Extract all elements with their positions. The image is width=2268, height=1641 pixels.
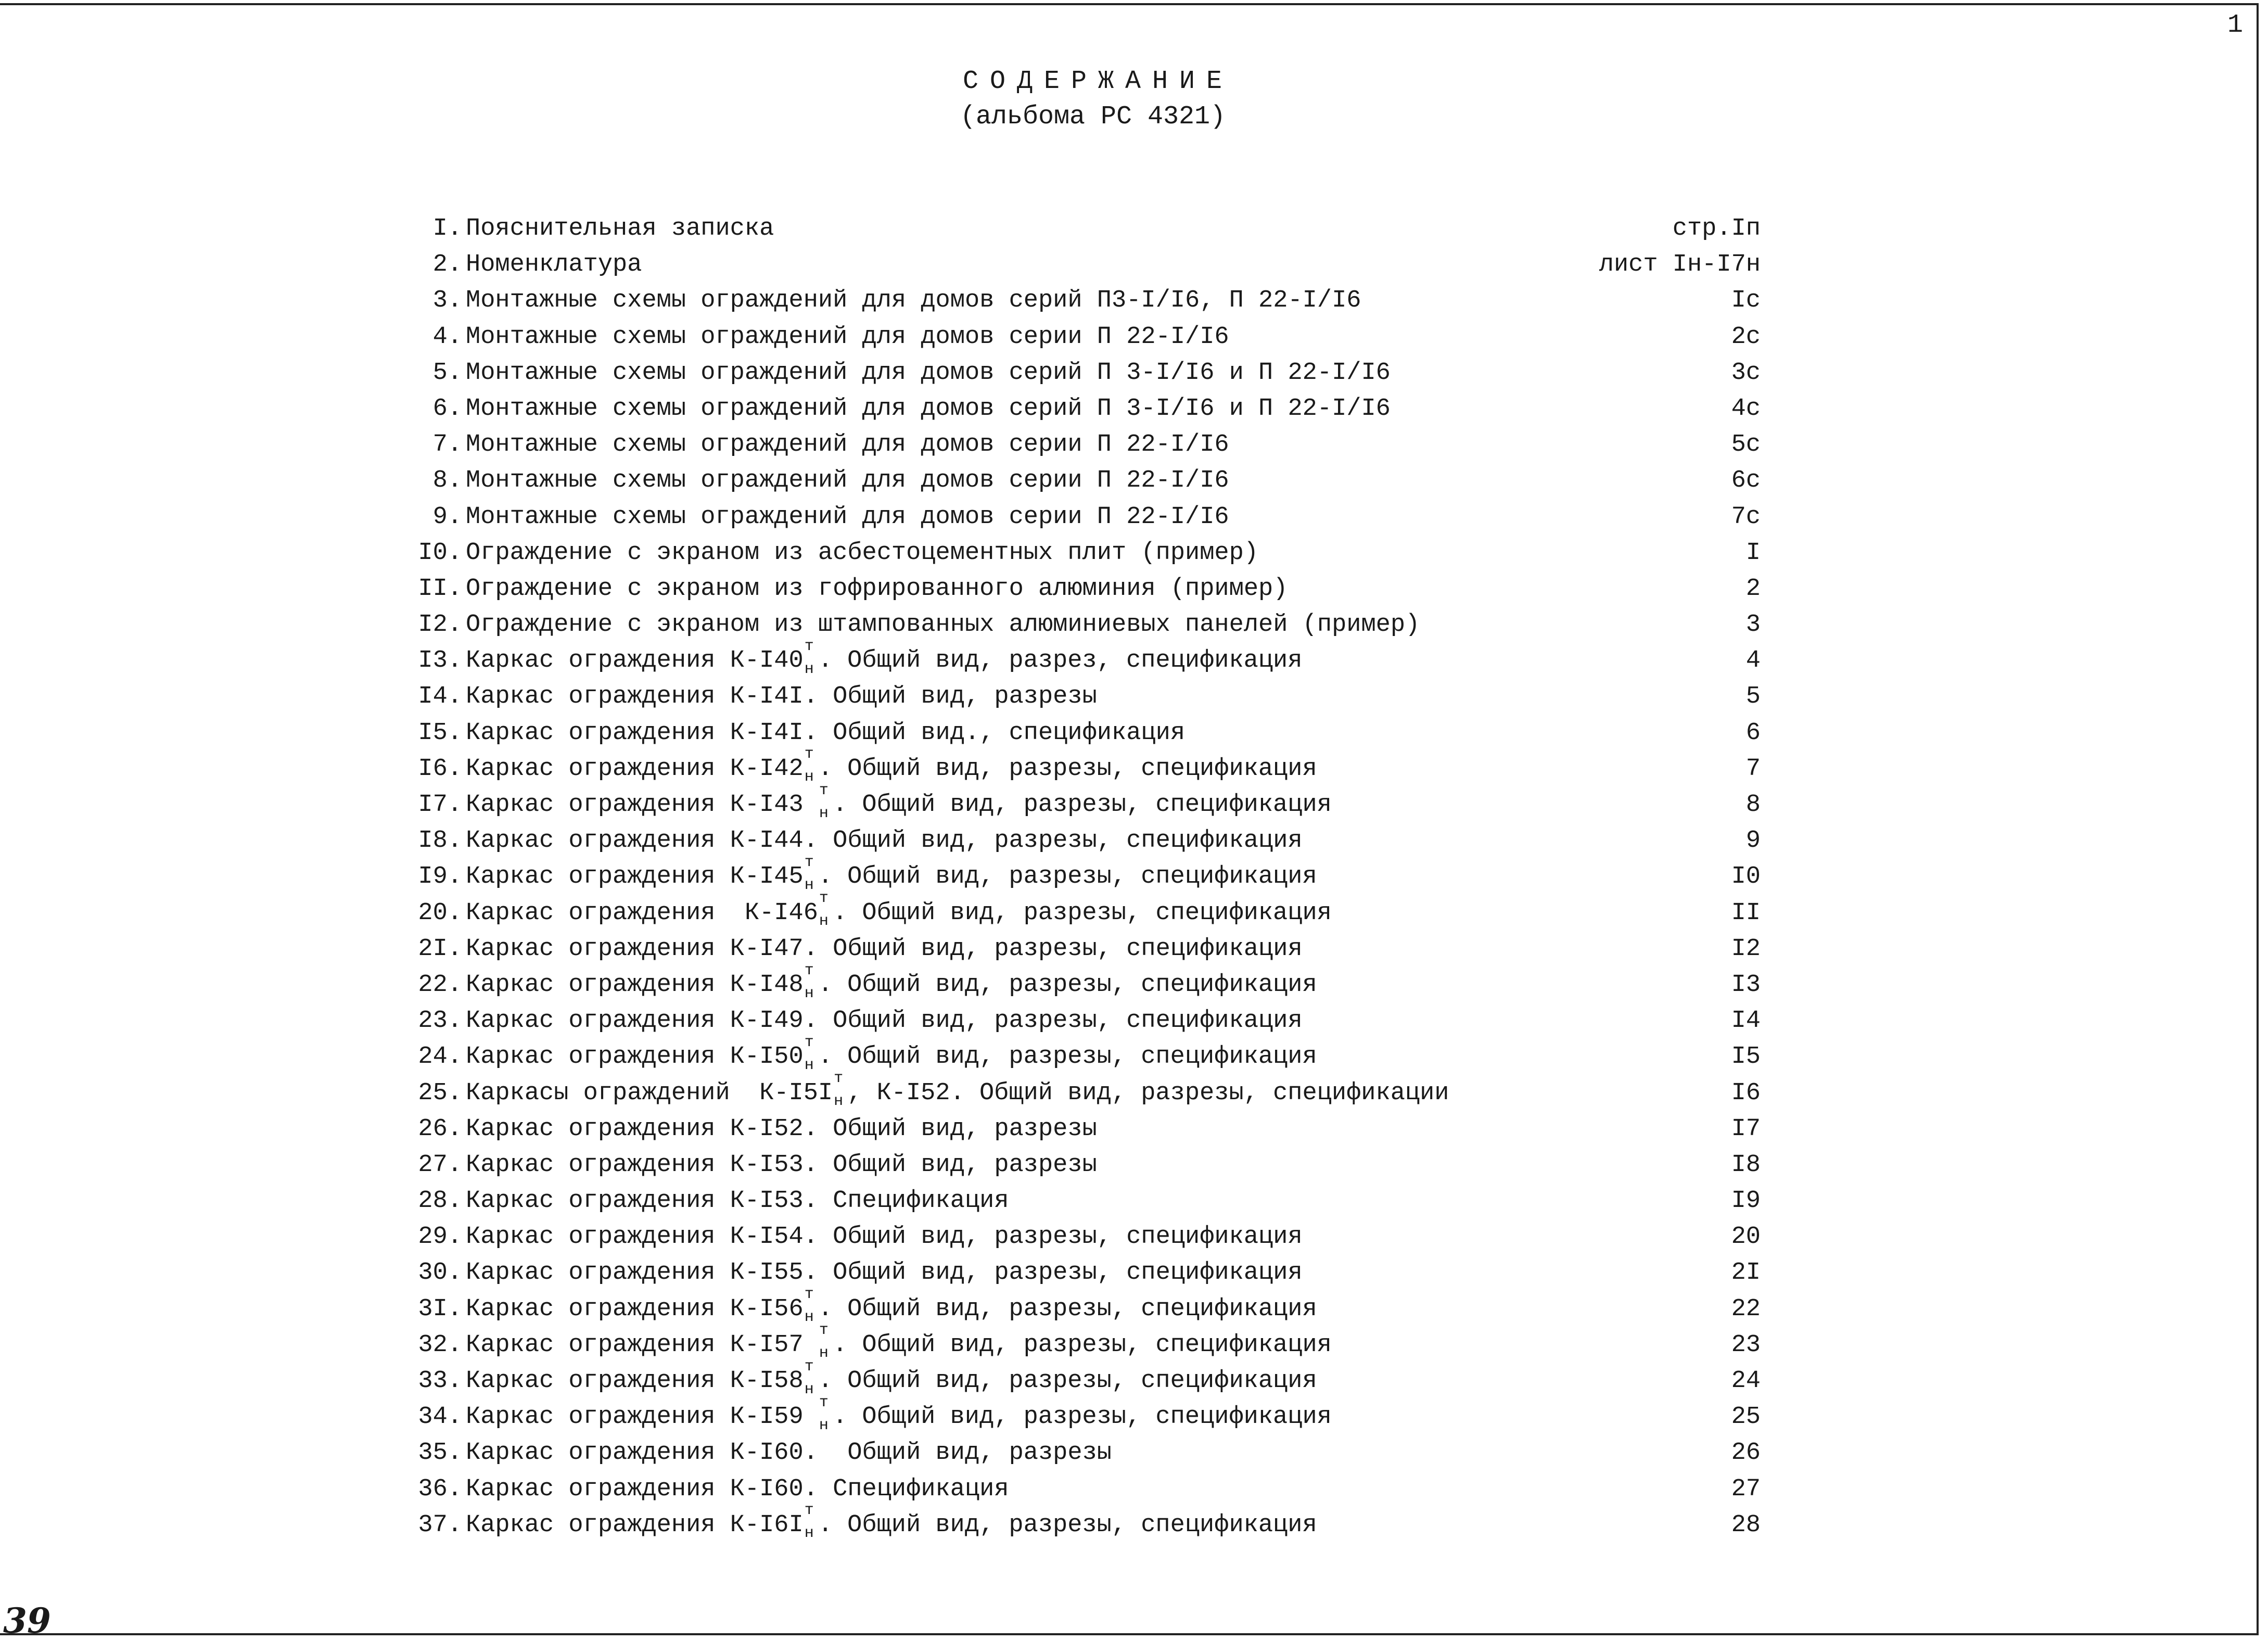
contents-item <box>0 715 2268 751</box>
item-page: Iс <box>1731 287 1761 315</box>
index-top: т <box>804 1357 814 1376</box>
contents-item <box>0 355 2268 391</box>
contents-item <box>0 1111 2268 1147</box>
index-top: т <box>804 745 814 764</box>
item-number: 25. <box>418 1079 462 1107</box>
contents-item <box>0 931 2268 967</box>
item-title <box>466 355 1391 391</box>
item-title <box>466 535 1258 571</box>
item-number: 37. <box>418 1511 462 1539</box>
item-title <box>466 823 1303 859</box>
item-index-marks <box>818 1393 833 1434</box>
item-title <box>466 889 1332 931</box>
contents-item <box>0 823 2268 859</box>
contents-item <box>0 961 2268 1003</box>
item-title <box>466 1033 1317 1075</box>
item-title <box>466 961 1317 1003</box>
item-title <box>466 745 1317 787</box>
item-title-text: Каркас ограждения К-I40 <box>466 647 804 675</box>
index-bottom: н <box>804 1056 814 1074</box>
item-number: 2. <box>432 251 462 279</box>
item-number: I2. <box>418 611 462 639</box>
item-number: 9. <box>432 503 462 531</box>
item-title <box>466 283 1361 319</box>
item-number: 36. <box>418 1475 462 1503</box>
item-number: I8. <box>418 827 462 855</box>
index-top: т <box>804 1033 814 1051</box>
item-page: 22 <box>1731 1295 1761 1323</box>
index-top: т <box>834 1070 844 1088</box>
document-subtitle: (альбома РС 4321) <box>960 102 1226 132</box>
contents-item <box>0 1003 2268 1039</box>
item-title-text: Монтажные схемы ограждений для домов серии П 22-I/I6 <box>466 431 1229 459</box>
index-top: т <box>804 961 814 979</box>
item-index-marks <box>804 745 818 786</box>
item-number: I6. <box>418 755 462 783</box>
index-bottom: н <box>819 1344 829 1363</box>
item-page: 27 <box>1731 1475 1761 1503</box>
item-title <box>466 1147 1097 1183</box>
item-page: 7с <box>1731 503 1761 531</box>
item-index-marks <box>804 1502 818 1543</box>
index-bottom: н <box>804 660 814 678</box>
item-page: 6 <box>1745 719 1761 747</box>
item-number: I. <box>432 215 462 243</box>
item-title <box>466 715 1185 751</box>
contents-item <box>0 1183 2268 1219</box>
item-title <box>466 1255 1303 1291</box>
contents-item <box>0 1393 2268 1435</box>
item-number: 6. <box>432 395 462 423</box>
contents-item <box>0 283 2268 319</box>
item-page: 5 <box>1745 683 1761 711</box>
item-title-text: Монтажные схемы ограждений для домов серии П 22-I/I6 <box>466 503 1229 531</box>
item-title-text: Каркас ограждения К-I56 <box>466 1295 804 1323</box>
item-title <box>466 247 642 283</box>
index-top: т <box>819 889 829 908</box>
item-title <box>466 1435 1112 1471</box>
item-title-text: Каркас ограждения К-I57 <box>466 1331 818 1359</box>
item-number: 29. <box>418 1223 462 1251</box>
item-page: I8 <box>1731 1151 1761 1179</box>
item-number: 2I. <box>418 935 462 963</box>
index-top: т <box>819 1321 829 1340</box>
item-title-rest: . Общий вид, разрезы, спецификация <box>818 971 1317 999</box>
index-top: т <box>804 1286 814 1304</box>
index-bottom: н <box>819 912 829 931</box>
item-title-rest: , К-I52. Общий вид, разрезы, спецификации <box>847 1079 1449 1107</box>
item-page: 2 <box>1745 575 1761 603</box>
contents-item <box>0 1147 2268 1183</box>
item-title-text: Каркас ограждения К-I55. Общий вид, разрезы, спецификация <box>466 1259 1303 1287</box>
contents-item <box>0 535 2268 571</box>
item-title <box>466 853 1317 895</box>
item-number: 32. <box>418 1331 462 1359</box>
item-index-marks <box>804 1033 818 1074</box>
item-title <box>466 1183 1009 1219</box>
item-title-text: Каркас ограждения К-I6I <box>466 1511 804 1539</box>
item-title-rest: . Общий вид, разрезы, спецификация <box>818 1511 1317 1539</box>
frame-top-line <box>0 3 2259 5</box>
item-page: 28 <box>1731 1511 1761 1539</box>
contents-item <box>0 853 2268 895</box>
item-title-text: Каркас ограждения К-I4I. Общий вид., спецификация <box>466 719 1186 747</box>
frame-bottom-line <box>0 1633 2259 1635</box>
item-title-text: Монтажные схемы ограждений для домов серий П3-I/I6, П 22-I/I6 <box>466 287 1361 315</box>
document-title: СОДЕРЖАНИЕ <box>962 67 1234 96</box>
item-title-rest: . Общий вид, разрезы, спецификация <box>818 1367 1317 1395</box>
item-title-text: Каркас ограждения К-I45 <box>466 863 804 891</box>
item-page: I5 <box>1731 1043 1761 1071</box>
item-title-text: Каркас ограждения К-I59 <box>466 1403 818 1431</box>
item-page: I4 <box>1731 1007 1761 1035</box>
contents-item <box>0 781 2268 823</box>
item-number: 7. <box>432 431 462 459</box>
item-title <box>466 1003 1303 1039</box>
item-title-rest: . Общий вид, разрезы, спецификация <box>832 791 1332 819</box>
item-index-marks <box>818 1321 833 1363</box>
item-number: 27. <box>418 1151 462 1179</box>
item-number: II. <box>418 575 462 603</box>
item-title <box>466 1070 1449 1111</box>
item-page: стр.Iп <box>1672 215 1761 243</box>
item-index-marks <box>833 1070 847 1111</box>
item-page: I3 <box>1731 971 1761 999</box>
item-title-text: Монтажные схемы ограждений для домов серии П 22-I/I6 <box>466 467 1229 495</box>
contents-item <box>0 1255 2268 1291</box>
item-page: II <box>1731 899 1761 927</box>
item-page: 4с <box>1731 395 1761 423</box>
item-title-text: Каркас ограждения К-I48 <box>466 971 804 999</box>
item-page: 3 <box>1745 611 1761 639</box>
item-title-text: Монтажные схемы ограждений для домов серий П 3-I/I6 и П 22-I/I6 <box>466 359 1391 387</box>
index-top: т <box>819 1393 829 1411</box>
contents-item <box>0 391 2268 427</box>
item-page: 3с <box>1731 359 1761 387</box>
contents-item <box>0 637 2268 679</box>
item-title-text: Пояснительная записка <box>466 215 774 243</box>
item-page: 25 <box>1731 1403 1761 1431</box>
contents-item <box>0 247 2268 283</box>
item-title-text: Каркас ограждения К-I46 <box>466 899 818 927</box>
item-index-marks <box>804 853 818 894</box>
item-page: I0 <box>1731 863 1761 891</box>
item-title-rest: . Общий вид, разрезы, спецификация <box>818 1043 1317 1071</box>
item-number: 8. <box>432 467 462 495</box>
item-page: 26 <box>1731 1439 1761 1467</box>
contents-item <box>0 679 2268 715</box>
item-title-text: Каркас ограждения К-I4I. Общий вид, разрезы <box>466 683 1097 711</box>
item-title <box>466 1393 1332 1435</box>
item-title-text: Монтажные схемы ограждений для домов серий П 3-I/I6 и П 22-I/I6 <box>466 395 1391 423</box>
item-number: I7. <box>418 791 462 819</box>
contents-item <box>0 1321 2268 1363</box>
item-page: 8 <box>1745 791 1761 819</box>
item-index-marks <box>804 1357 818 1398</box>
item-title <box>466 1471 1009 1507</box>
item-index-marks <box>804 961 818 1002</box>
contents-item <box>0 211 2268 247</box>
contents-item <box>0 571 2268 607</box>
item-number: 4. <box>432 323 462 351</box>
item-title-rest: . Общий вид, разрезы, спецификация <box>818 1295 1317 1323</box>
contents-item <box>0 1033 2268 1075</box>
corner-mark: 39 <box>3 1600 51 1641</box>
item-number: I9. <box>418 863 462 891</box>
item-title-rest: . Общий вид, разрез, спецификация <box>818 647 1303 675</box>
item-title-text: Ограждение с экраном из штампованных алюминиевых панелей (пример) <box>466 611 1420 639</box>
index-bottom: н <box>804 1308 814 1327</box>
item-index-marks <box>804 1286 818 1327</box>
item-page: лист Iн-I7н <box>1599 251 1761 279</box>
item-number: 3I. <box>418 1295 462 1323</box>
item-page: 20 <box>1731 1223 1761 1251</box>
contents-item <box>0 499 2268 535</box>
contents-item <box>0 463 2268 499</box>
index-top: т <box>804 1502 814 1520</box>
item-title-text: Каркас ограждения К-I60. Спецификация <box>466 1475 1009 1503</box>
item-title <box>466 391 1391 427</box>
index-bottom: н <box>819 804 829 822</box>
item-title-text: Каркас ограждения К-I49. Общий вид, разрезы, спецификация <box>466 1007 1303 1035</box>
item-number: 20. <box>418 899 462 927</box>
item-title <box>466 607 1420 643</box>
item-page: 5с <box>1731 431 1761 459</box>
item-number: 23. <box>418 1007 462 1035</box>
index-bottom: н <box>804 876 814 894</box>
contents-item <box>0 1435 2268 1471</box>
item-title-rest: . Общий вид, разрезы, спецификация <box>832 1403 1332 1431</box>
contents-item <box>0 1070 2268 1111</box>
item-page: I9 <box>1731 1187 1761 1215</box>
item-page: I2 <box>1731 935 1761 963</box>
contents-item <box>0 319 2268 355</box>
index-top: т <box>804 853 814 871</box>
item-page: 2I <box>1731 1259 1761 1287</box>
item-number: 34. <box>418 1403 462 1431</box>
item-title-text: Каркас ограждения К-I43 <box>466 791 818 819</box>
item-title-rest: . Общий вид, разрезы, спецификация <box>832 1331 1332 1359</box>
item-number: I0. <box>418 539 462 567</box>
contents-item <box>0 1502 2268 1543</box>
item-title-text: Каркасы ограждений К-I5I <box>466 1079 833 1107</box>
item-page: 6с <box>1731 467 1761 495</box>
item-page: 23 <box>1731 1331 1761 1359</box>
item-index-marks <box>818 889 833 931</box>
item-index-marks <box>818 781 833 822</box>
item-title-text: Каркас ограждения К-I54. Общий вид, разрезы, спецификация <box>466 1223 1303 1251</box>
item-number: 30. <box>418 1259 462 1287</box>
item-title-text: Каркас ограждения К-I53. Спецификация <box>466 1187 1009 1215</box>
item-number: 35. <box>418 1439 462 1467</box>
index-top: т <box>804 637 814 655</box>
index-bottom: н <box>834 1092 844 1111</box>
item-title-text: Каркас ограждения К-I42 <box>466 755 804 783</box>
item-title <box>466 571 1288 607</box>
item-title <box>466 1286 1317 1327</box>
item-page: 24 <box>1731 1367 1761 1395</box>
item-title-rest: . Общий вид, разрезы, спецификация <box>818 755 1317 783</box>
item-number: 3. <box>432 287 462 315</box>
item-title <box>466 1111 1097 1147</box>
item-title <box>466 211 774 247</box>
item-title-text: Номенклатура <box>466 251 642 279</box>
index-top: т <box>819 781 829 799</box>
contents-item <box>0 745 2268 787</box>
item-number: 22. <box>418 971 462 999</box>
item-title <box>466 931 1303 967</box>
index-bottom: н <box>804 768 814 786</box>
item-title <box>466 1502 1317 1543</box>
item-title-text: Каркас ограждения К-I58 <box>466 1367 804 1395</box>
item-number: 24. <box>418 1043 462 1071</box>
item-title-text: Каркас ограждения К-I44. Общий вид, разрезы, спецификация <box>466 827 1303 855</box>
item-page: I7 <box>1731 1115 1761 1143</box>
index-bottom: н <box>819 1416 829 1434</box>
item-title <box>466 1219 1303 1255</box>
item-page: 7 <box>1745 755 1761 783</box>
item-page: 2с <box>1731 323 1761 351</box>
item-title-rest: . Общий вид, разрезы, спецификация <box>818 863 1317 891</box>
item-title-text: Каркас ограждения К-I47. Общий вид, разрезы, спецификация <box>466 935 1303 963</box>
item-title-rest: . Общий вид, разрезы, спецификация <box>832 899 1332 927</box>
item-number: 26. <box>418 1115 462 1143</box>
item-page: 4 <box>1745 647 1761 675</box>
sheet-number: 1 <box>2227 10 2244 40</box>
item-title <box>466 499 1229 535</box>
contents-item <box>0 427 2268 463</box>
item-title <box>466 637 1303 679</box>
item-title-text: Каркас ограждения К-I50 <box>466 1043 804 1071</box>
contents-item <box>0 889 2268 931</box>
item-title-text: Каркас ограждения К-I60. Общий вид, разрезы <box>466 1439 1112 1467</box>
item-number: 5. <box>432 359 462 387</box>
contents-item <box>0 1357 2268 1399</box>
contents-item <box>0 607 2268 643</box>
index-bottom: н <box>804 1380 814 1398</box>
index-bottom: н <box>804 1524 814 1543</box>
item-title <box>466 781 1332 823</box>
item-title <box>466 679 1097 715</box>
index-bottom: н <box>804 984 814 1002</box>
item-title <box>466 463 1229 499</box>
item-number: I4. <box>418 683 462 711</box>
item-title-text: Монтажные схемы ограждений для домов серии П 22-I/I6 <box>466 323 1229 351</box>
item-page: I6 <box>1731 1079 1761 1107</box>
item-title <box>466 1321 1332 1363</box>
item-title-text: Ограждение с экраном из гофрированного алюминия (пример) <box>466 575 1288 603</box>
item-title <box>466 319 1229 355</box>
item-number: 28. <box>418 1187 462 1215</box>
contents-item <box>0 1471 2268 1507</box>
item-title <box>466 427 1229 463</box>
item-title <box>466 1357 1317 1399</box>
item-number: I3. <box>418 647 462 675</box>
item-page: I <box>1745 539 1761 567</box>
item-number: 33. <box>418 1367 462 1395</box>
item-index-marks <box>804 637 818 678</box>
contents-item <box>0 1219 2268 1255</box>
contents-list <box>0 211 2268 1543</box>
item-title-text: Каркас ограждения К-I52. Общий вид, разрезы <box>466 1115 1097 1143</box>
item-number: I5. <box>418 719 462 747</box>
item-title-text: Ограждение с экраном из асбестоцементных плит (пример) <box>466 539 1259 567</box>
item-page: 9 <box>1745 827 1761 855</box>
item-title-text: Каркас ограждения К-I53. Общий вид, разрезы <box>466 1151 1097 1179</box>
contents-item <box>0 1286 2268 1327</box>
